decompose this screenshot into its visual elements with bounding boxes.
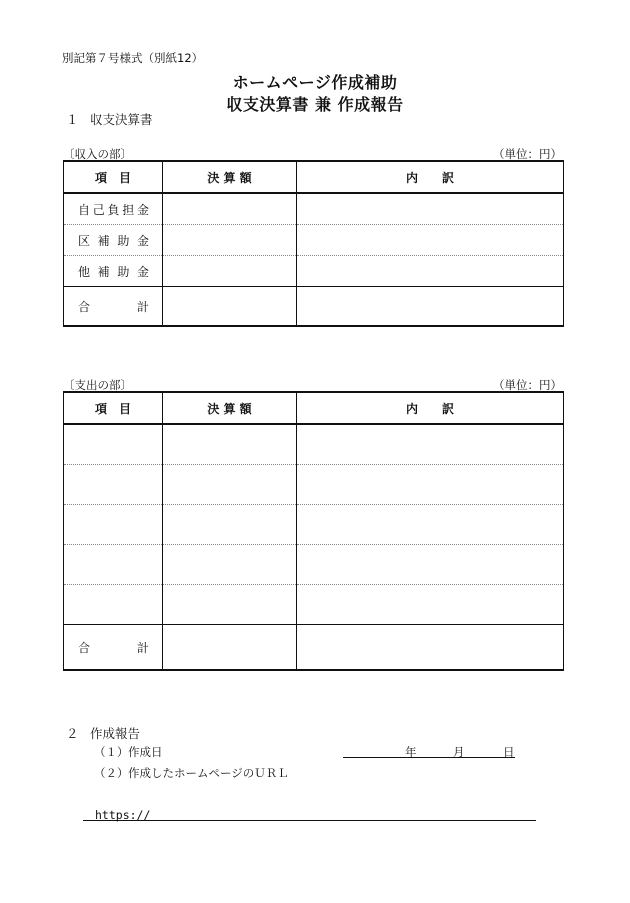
expense-item-cell[interactable] (64, 585, 163, 625)
url-field[interactable] (83, 806, 536, 821)
label-char: 金 (136, 264, 149, 279)
url-prefix: https:// (95, 808, 151, 822)
label-char: 自 (78, 202, 91, 217)
expense-amount-cell[interactable] (163, 424, 297, 465)
income-header-row (64, 161, 564, 193)
total-char-right: 計 (136, 299, 149, 314)
income-total-label (64, 287, 163, 327)
income-row-self-pay (64, 193, 564, 225)
income-total-amount-cell[interactable] (163, 287, 297, 327)
label-char: 己 (92, 202, 105, 217)
section2-number: ２ (66, 726, 79, 741)
income-detail-cell[interactable] (297, 256, 564, 287)
label-char: 区 (78, 233, 91, 248)
income-amount-cell[interactable] (163, 256, 297, 287)
label-char: 補 (97, 264, 110, 279)
label-char: 他 (78, 264, 91, 279)
label-char: 負 (107, 202, 120, 217)
expense-unit: （単位：円） (493, 378, 562, 392)
expense-table (63, 391, 564, 671)
income-total-detail-cell[interactable] (297, 287, 564, 327)
expense-item-cell[interactable] (64, 505, 163, 545)
income-header-item: 項 目 (64, 161, 163, 193)
income-row-label (64, 256, 163, 287)
expense-detail-cell[interactable] (297, 505, 564, 545)
label-char: 助 (117, 233, 130, 248)
expense-item-cell[interactable] (64, 545, 163, 585)
expense-total-amount-cell[interactable] (163, 625, 297, 671)
expense-row (64, 505, 564, 545)
label-char: 担 (122, 202, 135, 217)
item1-label: 作成日 (128, 745, 163, 759)
label-char: 助 (117, 264, 130, 279)
total-char-left: 合 (78, 299, 91, 314)
month-label: 月 (453, 745, 465, 759)
expense-detail-cell[interactable] (297, 545, 564, 585)
income-row-label (64, 225, 163, 256)
section1-number: １ (66, 112, 79, 127)
label-char: 補 (97, 233, 110, 248)
document-title: ホームページ作成補助 (232, 73, 398, 92)
income-unit: （単位：円） (493, 147, 562, 161)
expense-row (64, 465, 564, 505)
income-detail-cell[interactable] (297, 193, 564, 225)
expense-total-detail-cell[interactable] (297, 625, 564, 671)
item1-number: （１） (94, 745, 129, 759)
expense-label: 〔支出の部〕 (63, 378, 132, 392)
total-char-right: 計 (136, 640, 149, 655)
expense-header-item: 項 目 (64, 392, 163, 424)
expense-amount-cell[interactable] (163, 465, 297, 505)
item2-number: （２） (94, 766, 129, 780)
expense-detail-cell[interactable] (297, 585, 564, 625)
income-label: 〔収入の部〕 (63, 147, 132, 161)
label-char: 金 (136, 233, 149, 248)
income-amount-cell[interactable] (163, 193, 297, 225)
expense-total-row (64, 625, 564, 671)
expense-header-detail: 内 訳 (297, 392, 564, 424)
item2-label: 作成したホームページのＵＲＬ (128, 766, 289, 780)
expense-header-row (64, 392, 564, 424)
income-table (63, 160, 564, 327)
expense-amount-cell[interactable] (163, 585, 297, 625)
label-char: 金 (136, 202, 149, 217)
income-header-amount: 決 算 額 (163, 161, 297, 193)
document-subtitle: 収支決算書 兼 作成報告 (226, 95, 404, 114)
expense-total-label (64, 625, 163, 671)
expense-item-cell[interactable] (64, 465, 163, 505)
income-header-detail: 内 訳 (297, 161, 564, 193)
total-char-left: 合 (78, 640, 91, 655)
section1-title: 収支決算書 (90, 112, 153, 127)
expense-detail-cell[interactable] (297, 465, 564, 505)
income-amount-cell[interactable] (163, 225, 297, 256)
expense-row (64, 585, 564, 625)
year-label: 年 (405, 745, 417, 759)
expense-header-amount: 決 算 額 (163, 392, 297, 424)
day-label: 日 (503, 745, 515, 759)
expense-row (64, 424, 564, 465)
date-field[interactable] (343, 742, 515, 758)
expense-detail-cell[interactable] (297, 424, 564, 465)
expense-row (64, 545, 564, 585)
expense-item-cell[interactable] (64, 424, 163, 465)
income-total-row (64, 287, 564, 327)
income-row-ward-subsidy (64, 225, 564, 256)
income-row-other-subsidy (64, 256, 564, 287)
expense-amount-cell[interactable] (163, 505, 297, 545)
income-row-label (64, 193, 163, 225)
income-detail-cell[interactable] (297, 225, 564, 256)
expense-amount-cell[interactable] (163, 545, 297, 585)
form-reference: 別記第７号様式（別紙12） (62, 51, 204, 65)
section2-title: 作成報告 (90, 726, 141, 741)
